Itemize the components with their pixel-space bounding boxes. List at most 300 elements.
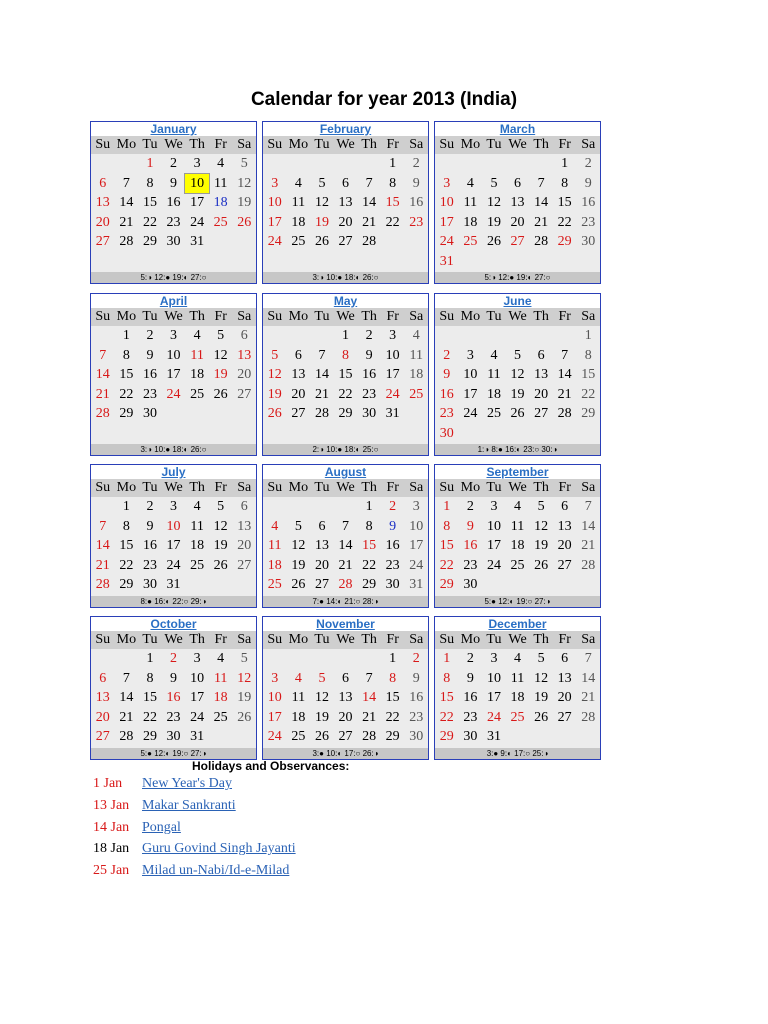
day-cell: 10 [166,347,181,363]
day-cell: 2 [412,156,420,171]
moon-phases: 3:● 9:◐ 17:○ 25:◑ [435,748,600,759]
day-cell: 21 [314,386,329,402]
day-cell [287,326,311,346]
day-cell: 8 [443,518,451,534]
day-cell: 29 [362,577,377,592]
day-cell [185,404,209,424]
weekday-label: Su [95,632,111,647]
day-cell: 19 [237,195,252,210]
day-cell: 3 [170,328,178,343]
month-name-link[interactable]: May [263,294,428,308]
day-cell: 19 [314,214,329,230]
weekday-label: Th [533,632,549,647]
day-cell: 10 [267,690,282,705]
day-cell [553,575,577,595]
day-cell [263,649,287,669]
week-row [91,669,256,689]
day-cell: 5 [240,156,248,171]
day-cell [310,154,334,174]
month-name-link[interactable]: January [91,122,256,136]
day-cell: 28 [557,406,572,421]
day-cell: 7 [584,499,592,514]
day-cell: 10 [385,347,400,363]
weekday-label: Tu [314,309,330,324]
day-cell: 28 [314,406,329,421]
holiday-name-link[interactable]: Guru Govind Singh Jayanti [142,841,296,857]
day-cell: 6 [514,175,522,191]
week-row [435,708,600,728]
day-cell: 13 [237,347,252,363]
day-cell: 6 [342,175,350,191]
day-cell: 9 [146,347,154,363]
day-cell [553,424,577,444]
weekday-header [263,479,428,497]
day-cell: 6 [537,347,545,363]
day-cell: 12 [534,518,549,534]
day-cell [310,497,334,517]
day-cell: 29 [581,406,596,421]
month-name-link[interactable]: June [435,294,600,308]
day-cell: 15 [142,690,157,705]
day-cell: 26 [267,406,282,421]
day-cell: 3 [443,175,451,191]
day-cell: 11 [510,670,525,686]
weekday-header [91,136,256,154]
day-cell: 22 [581,386,596,402]
day-cell: 3 [389,328,397,343]
day-cell [553,727,577,747]
day-cell: 15 [119,538,134,553]
day-cell: 19 [237,690,252,705]
weekday-label: Th [361,632,377,647]
day-cell: 21 [95,386,110,402]
day-cell: 4 [193,328,201,343]
day-cell: 24 [166,557,181,573]
week-row [91,174,256,194]
day-cell: 26 [534,709,549,725]
day-cell: 11 [190,347,204,363]
day-cell: 27 [237,557,252,573]
week-row [435,346,600,366]
month-name-link[interactable]: August [263,465,428,479]
day-cell: 6 [342,670,350,686]
day-cell: 6 [561,499,569,514]
day-cell: 13 [534,367,549,382]
day-cell: 15 [362,538,377,553]
day-cell: 6 [99,670,107,686]
day-cell: 1 [146,156,154,171]
week-row [435,424,600,444]
month-name-link[interactable]: October [91,617,256,631]
holiday-date: 13 Jan [93,797,130,813]
week-row [91,727,256,747]
day-cell [529,154,553,174]
day-cell: 30 [385,577,400,592]
day-cell: 28 [95,406,110,421]
day-cell [232,727,256,747]
day-cell: 20 [237,538,252,553]
day-cell: 4 [193,499,201,514]
day-cell: 28 [362,729,377,744]
day-cell: 27 [338,729,353,744]
day-cell: 8 [443,670,451,686]
day-cell: 12 [237,670,252,686]
month-name-link[interactable]: July [91,465,256,479]
week-row [435,575,600,595]
weekday-header [435,308,600,326]
day-cell: 6 [99,175,107,191]
week-row [435,536,600,556]
day-cell: 1 [584,328,592,343]
day-cell: 15 [142,195,157,210]
weekday-label: Mo [460,309,481,324]
weekday-label: We [336,480,355,495]
day-cell: 24 [486,557,501,573]
weekday-label: We [164,137,183,152]
day-cell: 28 [119,729,134,744]
month-name-link[interactable]: December [435,617,600,631]
weekday-label: Su [95,137,111,152]
month-name-link[interactable]: April [91,294,256,308]
day-cell: 27 [338,234,353,249]
week-row [435,517,600,537]
day-cell [553,252,577,272]
day-cell: 29 [338,406,353,421]
day-cell [381,232,405,252]
day-cell: 5 [318,175,326,191]
day-cell: 2 [170,651,178,666]
weekday-label: Sa [581,480,596,495]
month-name-link[interactable]: November [263,617,428,631]
week-row [263,365,428,385]
day-cell [334,154,358,174]
day-cell: 18 [291,214,306,230]
week-row [435,174,600,194]
day-cell: 1 [561,156,569,171]
week-row [263,669,428,689]
day-cell: 19 [213,538,228,553]
day-cell: 30 [362,406,377,421]
day-cell: 25 [213,709,228,725]
day-cell: 29 [142,234,157,249]
holiday-name-link[interactable]: Milad un-Nabi/Id-e-Milad [142,863,290,879]
day-cell: 14 [338,538,353,553]
week-row [263,497,428,517]
day-cell: 26 [237,214,252,230]
weekday-label: Th [533,309,549,324]
day-cell: 28 [95,577,110,592]
day-cell: 1 [443,499,451,514]
day-cell: 27 [95,234,110,249]
day-cell: 22 [557,214,572,230]
month-name-link[interactable]: September [435,465,600,479]
day-cell: 10 [166,518,181,534]
day-cell: 21 [362,709,377,725]
weekday-label: Th [361,480,377,495]
week-row [435,365,600,385]
day-cell: 9 [443,367,451,382]
holiday-name-link[interactable]: Makar Sankranti [142,797,236,813]
day-cell: 20 [534,386,549,402]
day-cell [459,326,483,346]
day-cell: 19 [314,709,329,725]
day-cell: 16 [142,367,157,382]
day-cell: 8 [122,347,130,363]
weekday-label: We [508,137,527,152]
day-cell: 29 [439,577,454,592]
day-cell: 14 [581,518,596,534]
month-december [434,616,601,760]
day-cell: 17 [267,214,282,230]
month-april [90,293,257,456]
day-cell: 15 [385,690,400,705]
day-cell: 23 [439,406,454,421]
weekday-header [263,631,428,649]
week-row [91,365,256,385]
day-cell: 17 [166,538,181,553]
day-cell [209,727,233,747]
day-cell: 21 [534,214,549,230]
day-cell: 13 [338,195,353,210]
weekday-label: We [164,632,183,647]
day-cell [287,649,311,669]
month-name-link[interactable]: February [263,122,428,136]
day-cell: 29 [385,729,400,744]
holiday-item [93,820,181,836]
day-cell: 17 [409,538,424,553]
day-cell: 5 [318,670,326,686]
moon-phases: 8:● 16:◐ 22:○ 29:◑ [91,596,256,607]
day-cell: 27 [534,406,549,421]
day-cell: 3 [466,347,474,363]
day-cell: 18 [213,690,228,705]
day-cell [482,424,506,444]
holiday-name-link[interactable]: Pongal [142,819,181,835]
day-cell: 21 [119,214,134,230]
day-cell: 9 [466,670,474,686]
month-name-link[interactable]: March [435,122,600,136]
day-cell: 9 [584,175,592,191]
day-cell: 8 [389,175,397,191]
weekday-label: Su [439,632,455,647]
day-cell: 25 [486,406,501,421]
moon-phases: 3:◑ 10:● 18:◐ 26:○ [263,272,428,283]
weekday-label: We [336,309,355,324]
day-cell: 2 [443,347,451,363]
weekday-header [435,631,600,649]
week-row [435,688,600,708]
day-cell: 1 [443,651,451,666]
weekday-header [91,479,256,497]
day-cell: 8 [342,347,350,363]
day-cell: 30 [166,234,181,249]
day-cell: 12 [291,538,306,553]
day-cell: 20 [314,557,329,573]
weekday-label: Th [533,480,549,495]
day-cell [435,326,459,346]
day-cell: 17 [190,690,205,705]
weekday-label: Tu [314,632,330,647]
day-cell: 26 [314,729,329,744]
day-cell: 22 [142,709,157,725]
day-cell: 16 [142,538,157,553]
weekday-label: Mo [460,632,481,647]
day-cell: 1 [389,651,397,666]
day-cell: 5 [240,651,248,666]
day-cell: 23 [463,557,478,573]
day-cell: 4 [294,670,302,686]
day-cell: 9 [389,518,397,534]
weekday-label: Fr [558,137,571,152]
day-cell: 11 [487,367,501,382]
day-cell: 25 [213,214,228,230]
month-february [262,121,429,284]
weekday-label: Sa [237,309,252,324]
day-cell: 14 [95,538,110,553]
week-row [263,154,428,174]
weekday-label: Mo [460,137,481,152]
day-cell: 1 [389,156,397,171]
day-cell: 31 [439,253,454,269]
week-row [263,708,428,728]
day-cell [506,326,530,346]
day-cell: 12 [314,690,329,705]
day-cell: 5 [537,651,545,666]
day-cell: 9 [466,518,474,534]
day-cell: 7 [122,175,130,191]
day-cell: 27 [557,557,572,573]
holidays-heading: Holidays and Observances: [192,759,350,773]
day-cell: 4 [514,651,522,666]
weekday-label: Th [189,632,205,647]
day-cell: 11 [213,175,228,191]
week-row [263,575,428,595]
day-cell: 2 [389,499,397,514]
day-cell: 4 [271,518,279,534]
day-cell: 23 [581,214,596,230]
day-cell: 6 [294,347,302,363]
weekday-label: Th [189,137,205,152]
day-cell [506,424,530,444]
day-cell: 9 [365,347,373,363]
day-cell: 7 [584,651,592,666]
day-cell [162,404,186,424]
weekday-label: Th [189,480,205,495]
day-cell: 8 [584,347,592,363]
day-cell: 3 [490,651,498,666]
week-row [263,174,428,194]
day-cell [529,424,553,444]
day-cell: 27 [95,729,110,744]
day-cell: 20 [557,538,572,553]
day-cell: 29 [557,234,572,249]
holiday-name-link[interactable]: New Year's Day [142,776,233,791]
week-row [435,326,600,346]
moon-phases: 5:◑ 12:● 19:◐ 27:○ [91,272,256,283]
day-cell: 4 [217,156,225,171]
day-cell: 16 [166,690,181,705]
day-cell: 2 [170,156,178,171]
month-march [434,121,601,284]
day-cell: 19 [534,538,549,553]
day-cell: 16 [166,195,181,210]
day-cell: 9 [412,175,420,191]
day-cell: 7 [537,175,545,191]
day-cell: 24 [486,709,501,725]
day-cell [506,727,530,747]
day-cell [482,575,506,595]
day-cell: 13 [291,367,306,382]
month-january [90,121,257,284]
day-cell [334,649,358,669]
week-row [91,649,256,669]
day-cell: 8 [365,518,373,534]
day-cell: 2 [412,651,420,666]
weekday-label: We [508,632,527,647]
day-cell: 3 [193,156,201,171]
day-cell: 9 [412,670,420,686]
holiday-item [93,841,296,857]
day-cell: 21 [338,557,353,573]
week-row [91,385,256,405]
day-cell: 19 [486,214,501,230]
day-cell: 29 [119,577,134,592]
day-cell: 23 [463,709,478,725]
day-cell: 12 [510,367,525,382]
day-cell: 28 [581,557,596,573]
day-cell: 28 [534,234,549,249]
week-row [435,669,600,689]
weekday-label: We [508,309,527,324]
weekday-label: We [164,309,183,324]
day-cell: 16 [439,386,454,402]
day-cell: 25 [409,386,424,402]
day-cell: 25 [510,557,525,573]
weekday-header [435,479,600,497]
day-cell: 5 [514,347,522,363]
day-cell: 26 [486,234,501,249]
weekday-label: Mo [116,632,137,647]
holiday-date: 1 Jan [93,776,123,791]
day-cell: 31 [486,729,501,744]
page-title: Calendar for year 2013 (India) [250,89,518,110]
day-cell: 20 [95,214,110,230]
week-row [91,326,256,346]
week-row [435,497,600,517]
weekday-label: Sa [581,137,596,152]
holiday-item [93,863,289,879]
moon-phases: 5:● 12:◐ 19:○ 27:◑ [435,596,600,607]
day-cell: 12 [267,367,282,382]
day-cell: 14 [119,690,134,705]
month-july [90,464,257,608]
day-cell: 20 [557,690,572,705]
day-cell: 24 [385,386,400,402]
day-cell: 21 [362,214,377,230]
day-cell: 21 [581,538,596,553]
day-cell: 4 [466,175,474,191]
month-october [90,616,257,760]
day-cell: 14 [534,195,549,210]
weekday-label: Fr [386,632,399,647]
weekday-label: Tu [486,480,502,495]
weekday-label: Mo [288,309,309,324]
day-cell: 8 [561,175,569,191]
day-cell: 7 [122,670,130,686]
day-cell: 1 [146,651,154,666]
day-cell: 28 [362,234,377,249]
weekday-label: Fr [386,309,399,324]
